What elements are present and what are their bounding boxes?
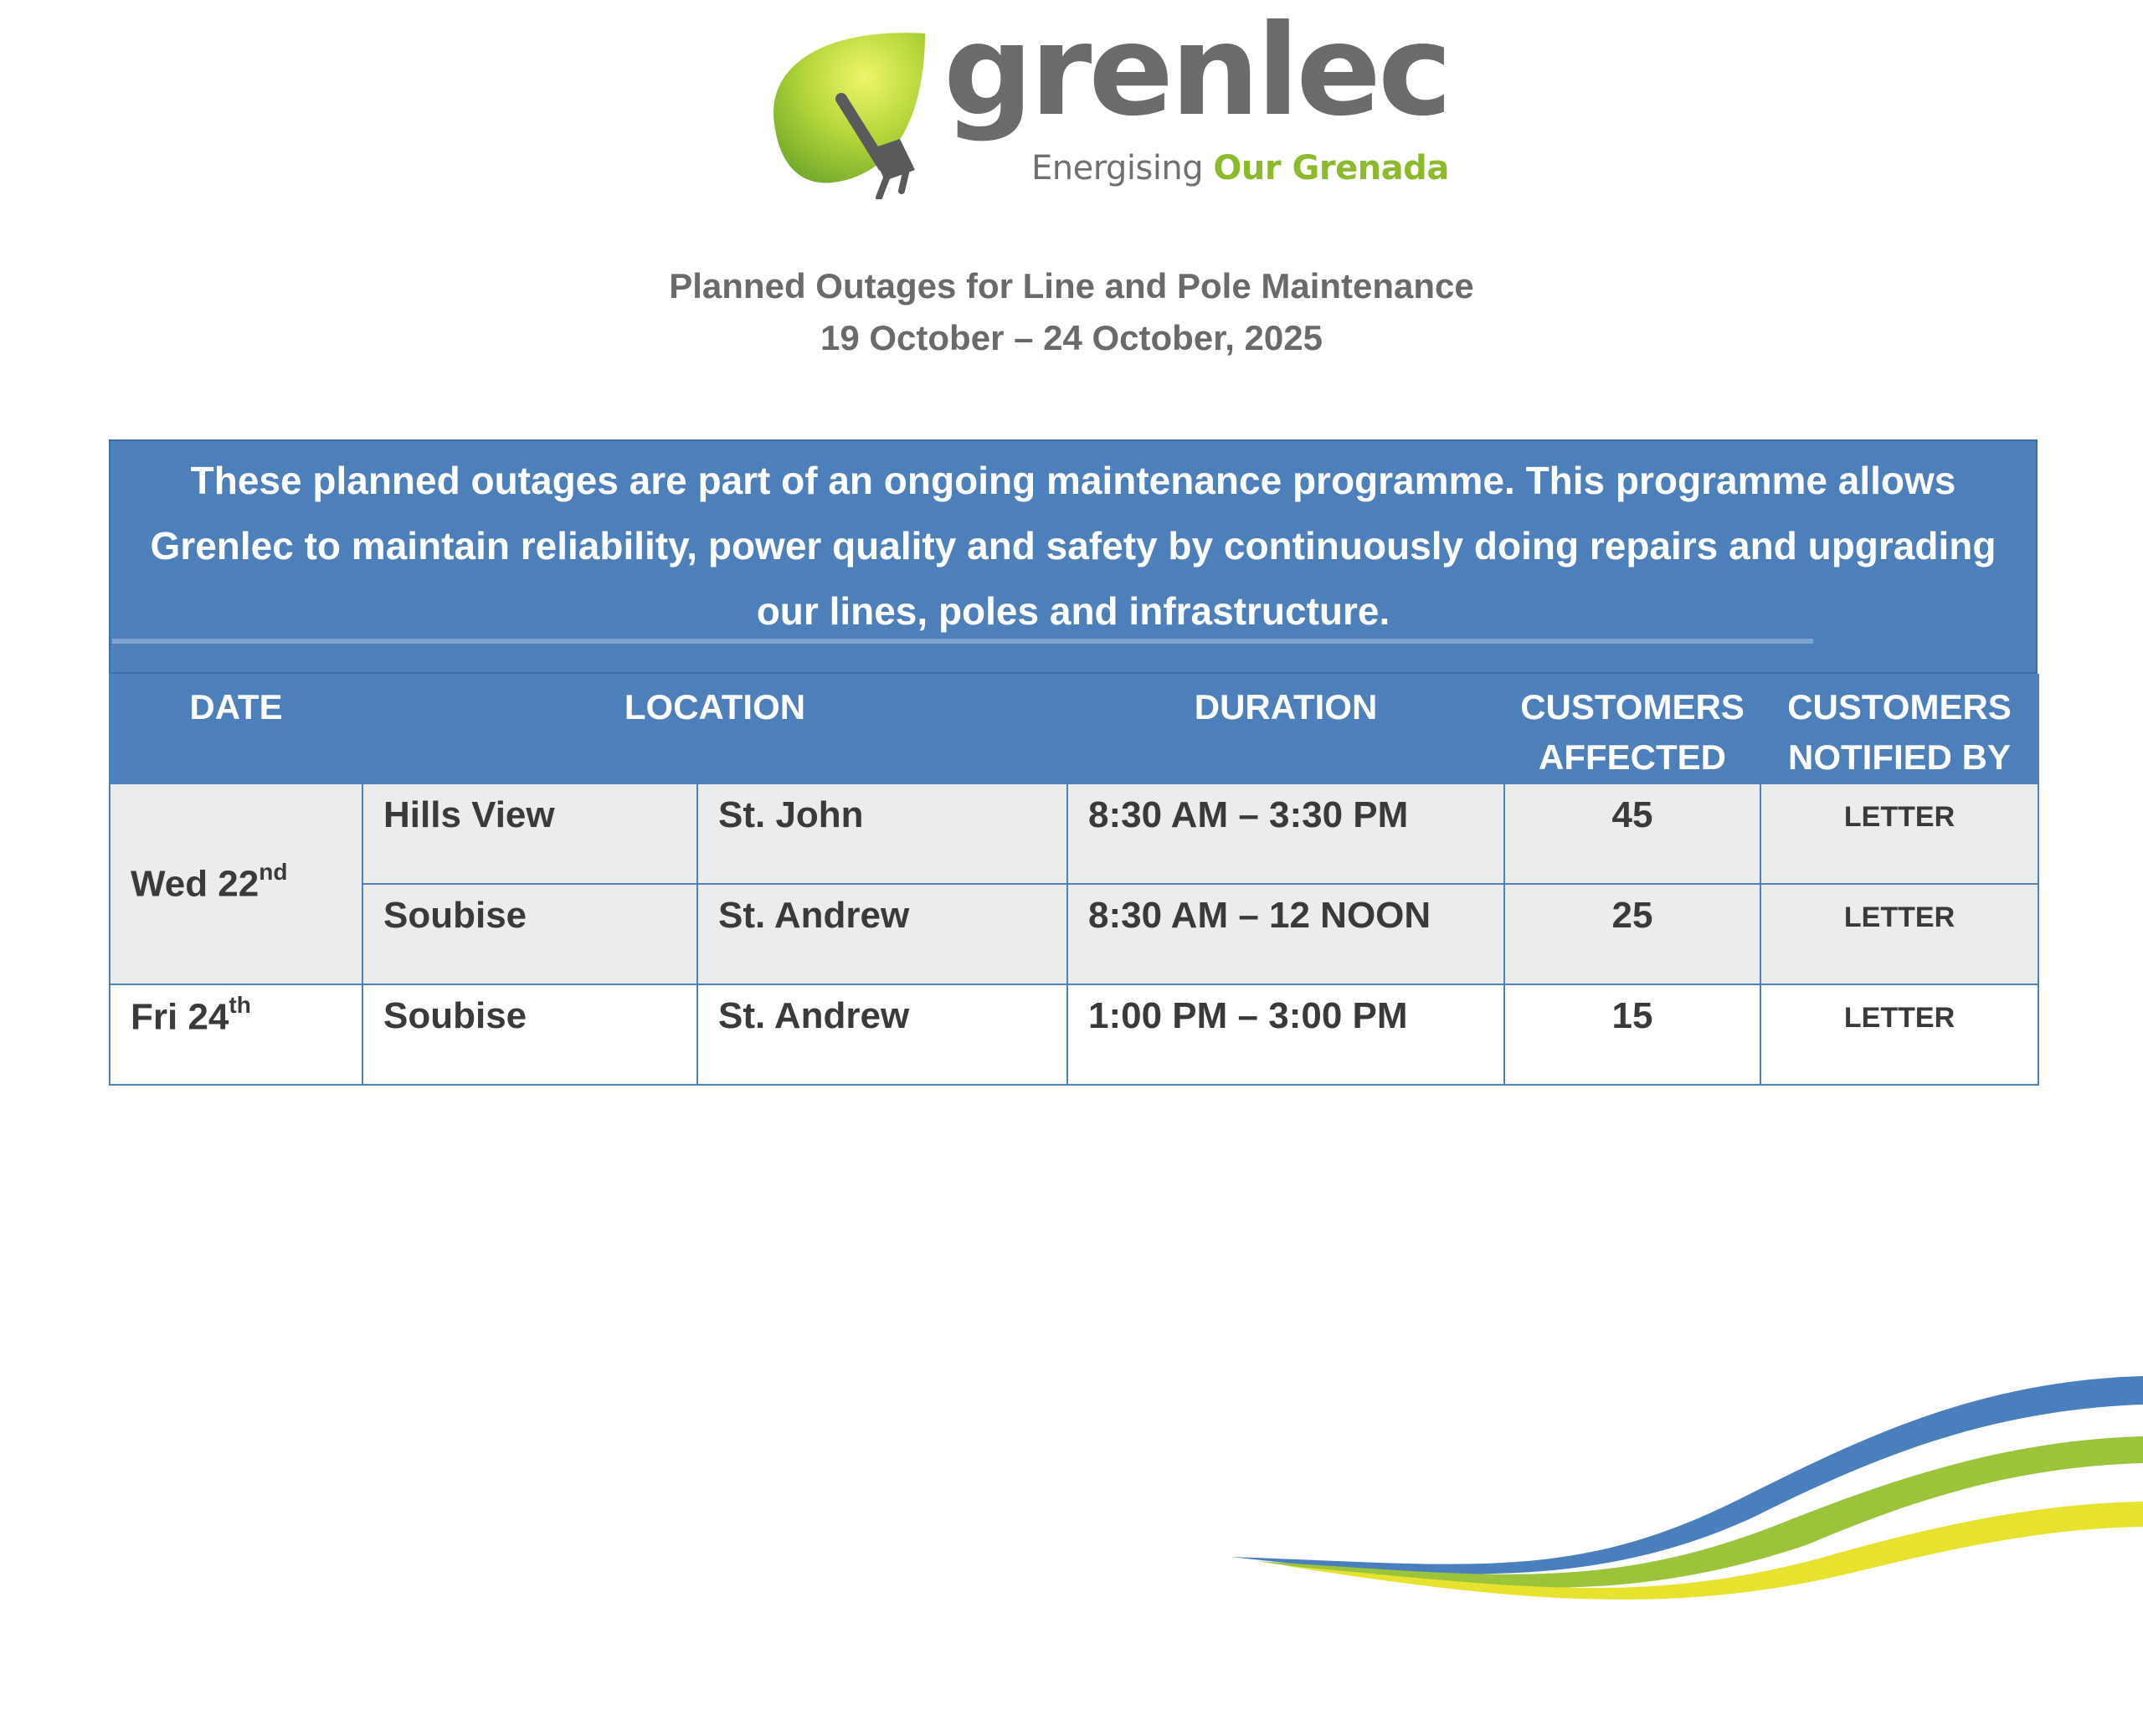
- customers-affected-cell: 15: [1504, 984, 1760, 1085]
- logo-tagline: [1031, 149, 1449, 187]
- header-customers-notified: CUSTOMERS NOTIFIED BY: [1760, 675, 2038, 783]
- info-banner: [109, 439, 2038, 674]
- header-location: LOCATION: [362, 675, 1067, 783]
- duration-cell: 8:30 AM – 3:30 PM: [1067, 783, 1504, 884]
- table-row: [110, 984, 2038, 1085]
- customers-affected-cell: 45: [1504, 783, 1760, 884]
- page-title: Planned Outages for Line and Pole Maintenance: [669, 266, 1474, 306]
- leaf-plug-icon: [758, 32, 942, 199]
- page-subtitle-dates: 19 October – 24 October, 2025: [820, 318, 1323, 357]
- notified-by-cell: LETTER: [1760, 783, 2038, 884]
- customers-affected-cell: 25: [1504, 884, 1760, 984]
- table-row: [110, 884, 2038, 984]
- grenlec-logo: [758, 0, 1449, 199]
- date-cell: Wed 22nd: [110, 783, 362, 984]
- header-customers-affected: CUSTOMERS AFFECTED: [1504, 675, 1760, 783]
- location-area: Hills View: [362, 783, 697, 884]
- location-area: Soubise: [362, 984, 697, 1085]
- outage-table: [109, 674, 2039, 1086]
- duration-cell: 1:00 PM – 3:00 PM: [1067, 984, 1504, 1085]
- decorative-swoosh: [1222, 1356, 2143, 1607]
- banner-divider: [112, 639, 1813, 644]
- table-row: [110, 783, 2038, 884]
- location-parish: St. John: [697, 783, 1067, 884]
- notified-by-cell: LETTER: [1760, 884, 2038, 984]
- header-duration: DURATION: [1067, 675, 1504, 783]
- notified-by-cell: LETTER: [1760, 984, 2038, 1085]
- location-parish: St. Andrew: [697, 984, 1067, 1085]
- duration-cell: 8:30 AM – 12 NOON: [1067, 884, 1504, 984]
- table-header-row: [110, 675, 2038, 783]
- location-parish: St. Andrew: [697, 884, 1067, 984]
- banner-text: These planned outages are part of an ongoing maintenance programme. This programme allows Grenlec to maintain reliability, power quality and safety by continuously doing repairs and upgrading our lines, poles and infrastructure.: [150, 459, 1997, 633]
- header-date: DATE: [110, 675, 362, 783]
- logo-tagline-part1: Energising: [1031, 149, 1214, 187]
- logo-tagline-part2: Our Grenada: [1213, 149, 1449, 187]
- date-cell: Fri 24th: [110, 984, 362, 1085]
- location-area: Soubise: [362, 884, 697, 984]
- logo-wordmark: grenlec: [943, 0, 1449, 144]
